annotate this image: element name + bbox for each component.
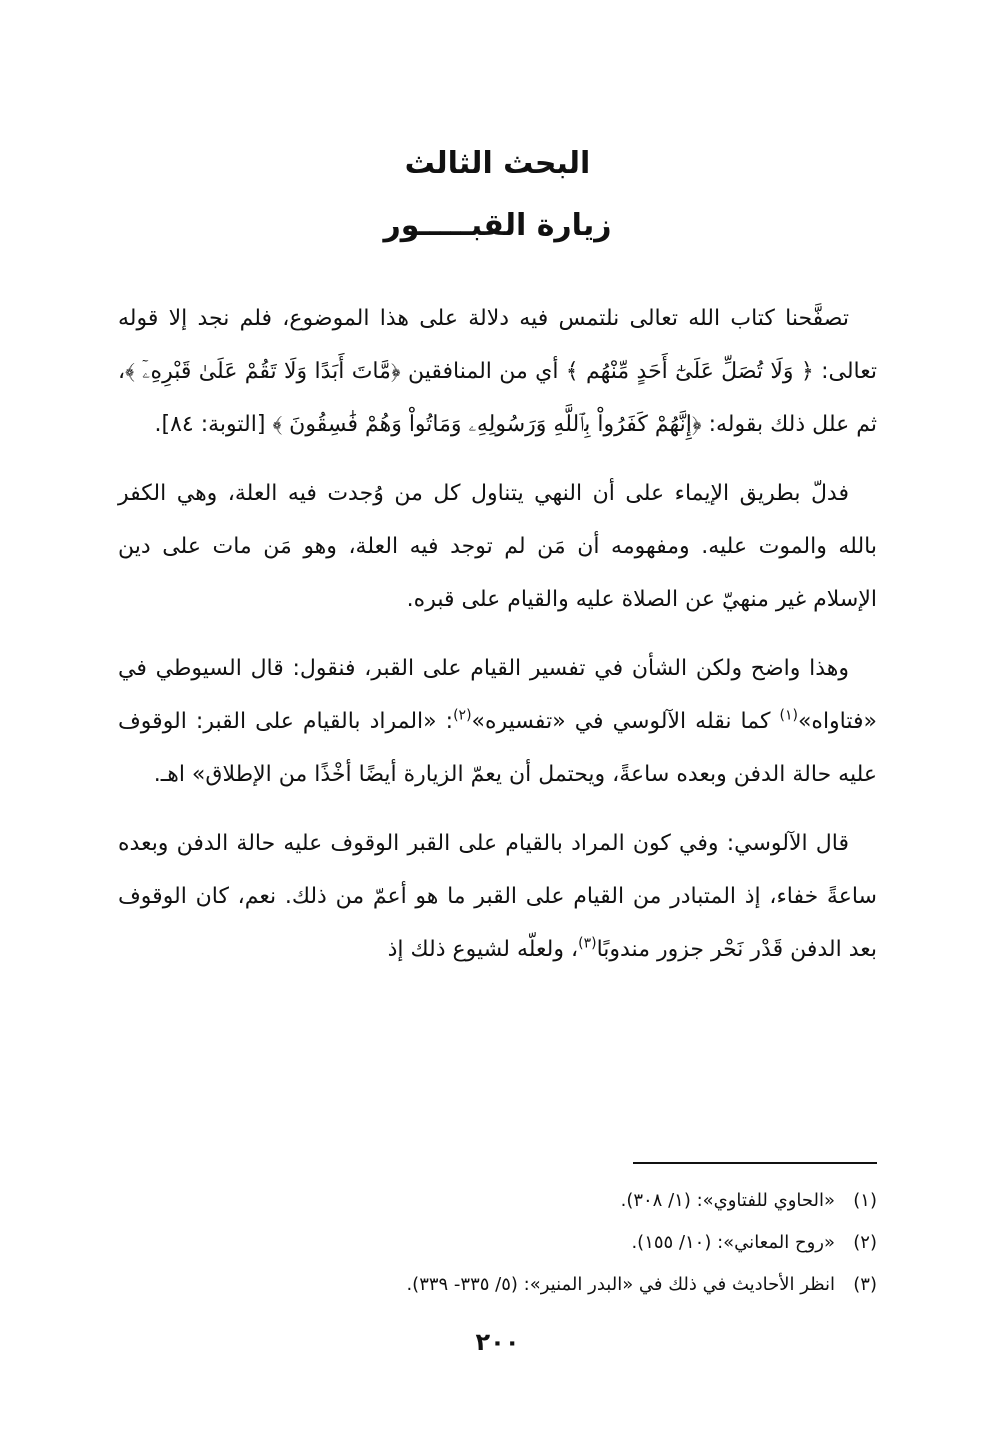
paragraph-3-text-c: : «المراد بالقيام على القبر: الوقوف عليه حالة الدفن وبعده ساعةً، ويحتمل أن يعمّ الزيارة أيضًا أخْذًا من الإطلاق» اهـ. xyxy=(118,709,877,787)
section-title: البحث الثالث xyxy=(404,146,591,181)
paragraph-2: فدلّ بطريق الإيماء على أن النهي يتناول كل من وُجدت فيه العلة، وهي الكفر بالله والموت عليه. ومفهومه أن مَن لم توجد فيه العلة، وهو مَن مات على دين الإسلام غير منهيّ عن الصلاة عليه والقيام على قبره. xyxy=(118,481,877,612)
footnotes xyxy=(118,1180,877,1306)
footnote-text: انظر الأحاديث في ذلك في «البدر المنير»: (٥/ ٣٣٥- ٣٣٩). xyxy=(406,1274,835,1295)
footnote-3 xyxy=(118,1264,877,1306)
footnote-ref-1[interactable]: (١) xyxy=(779,707,798,724)
footnote-number: (٢) xyxy=(853,1232,877,1253)
paragraph-3-text-b: كما نقله الآلوسي في «تفسيره» xyxy=(471,709,780,734)
footnote-ref-2[interactable]: (٢) xyxy=(453,707,472,724)
footnote-divider xyxy=(633,1162,877,1164)
paragraph-3 xyxy=(118,642,877,801)
paragraph-3-text-a: وهذا واضح ولكن الشأن في تفسير القيام على القبر، فنقول: قال السيوطي في «فتاواه» xyxy=(118,656,877,734)
paragraph-4 xyxy=(118,817,877,976)
paragraph-1-text-c: ، ثم علل ذلك بقوله: xyxy=(118,359,877,437)
paragraph-4-text-b: ، ولعلّه لشيوع ذلك إذ xyxy=(387,937,579,962)
section-subtitle: زيارة القبـــــور xyxy=(383,208,612,243)
section-header xyxy=(0,140,995,250)
body-text xyxy=(118,292,877,992)
paragraph-1-text-b: أي من المنافقين xyxy=(400,359,566,384)
paragraph-4-text-a: قال الآلوسي: وفي كون المراد بالقيام على القبر الوقوف عليه حالة الدفن وبعده ساعةً خفاء، إذ المتبادر من القيام على القبر ما هو أعمّ من ذلك. نعم، كان الوقوف بعد الدفن قَدْر نَحْر جزور مندوبًا xyxy=(118,831,877,962)
footnote-number: (١) xyxy=(853,1190,877,1211)
quran-verse-1: ﴿ وَلَا تُصَلِّ عَلَىٰٓ أَحَدٍ مِّنْهُم ﴾ xyxy=(565,359,814,384)
footnote-ref-3[interactable]: (٣) xyxy=(578,935,597,952)
footnote-1 xyxy=(118,1180,877,1222)
paragraph-1-citation: [التوبة: ٨٤]. xyxy=(154,412,273,437)
footnote-text: «الحاوي للفتاوي»: (١/ ٣٠٨). xyxy=(620,1190,835,1211)
page-number: ٢٠٠ xyxy=(475,1328,520,1356)
footnote-text: «روح المعاني»: (١٠/ ١٥٥). xyxy=(631,1232,835,1253)
quran-verse-2: ﴿مَّاتَ أَبَدًا وَلَا تَقُمْ عَلَىٰ قَبْرِهِۦٓ ﴾ xyxy=(125,359,401,384)
quran-verse-3: ﴿إِنَّهُمْ كَفَرُواْ بِٱللَّهِ وَرَسُولِهِۦ وَمَاتُواْ وَهُمْ فَٰسِقُونَ ﴾ xyxy=(272,412,702,437)
footnote-2 xyxy=(118,1222,877,1264)
footnote-number: (٣) xyxy=(853,1274,877,1295)
paragraph-1 xyxy=(118,292,877,451)
paragraph-1-text-a: تصفَّحنا كتاب الله تعالى نلتمس فيه دلالة على هذا الموضوع، فلم نجد إلا قوله تعالى: xyxy=(118,306,877,384)
